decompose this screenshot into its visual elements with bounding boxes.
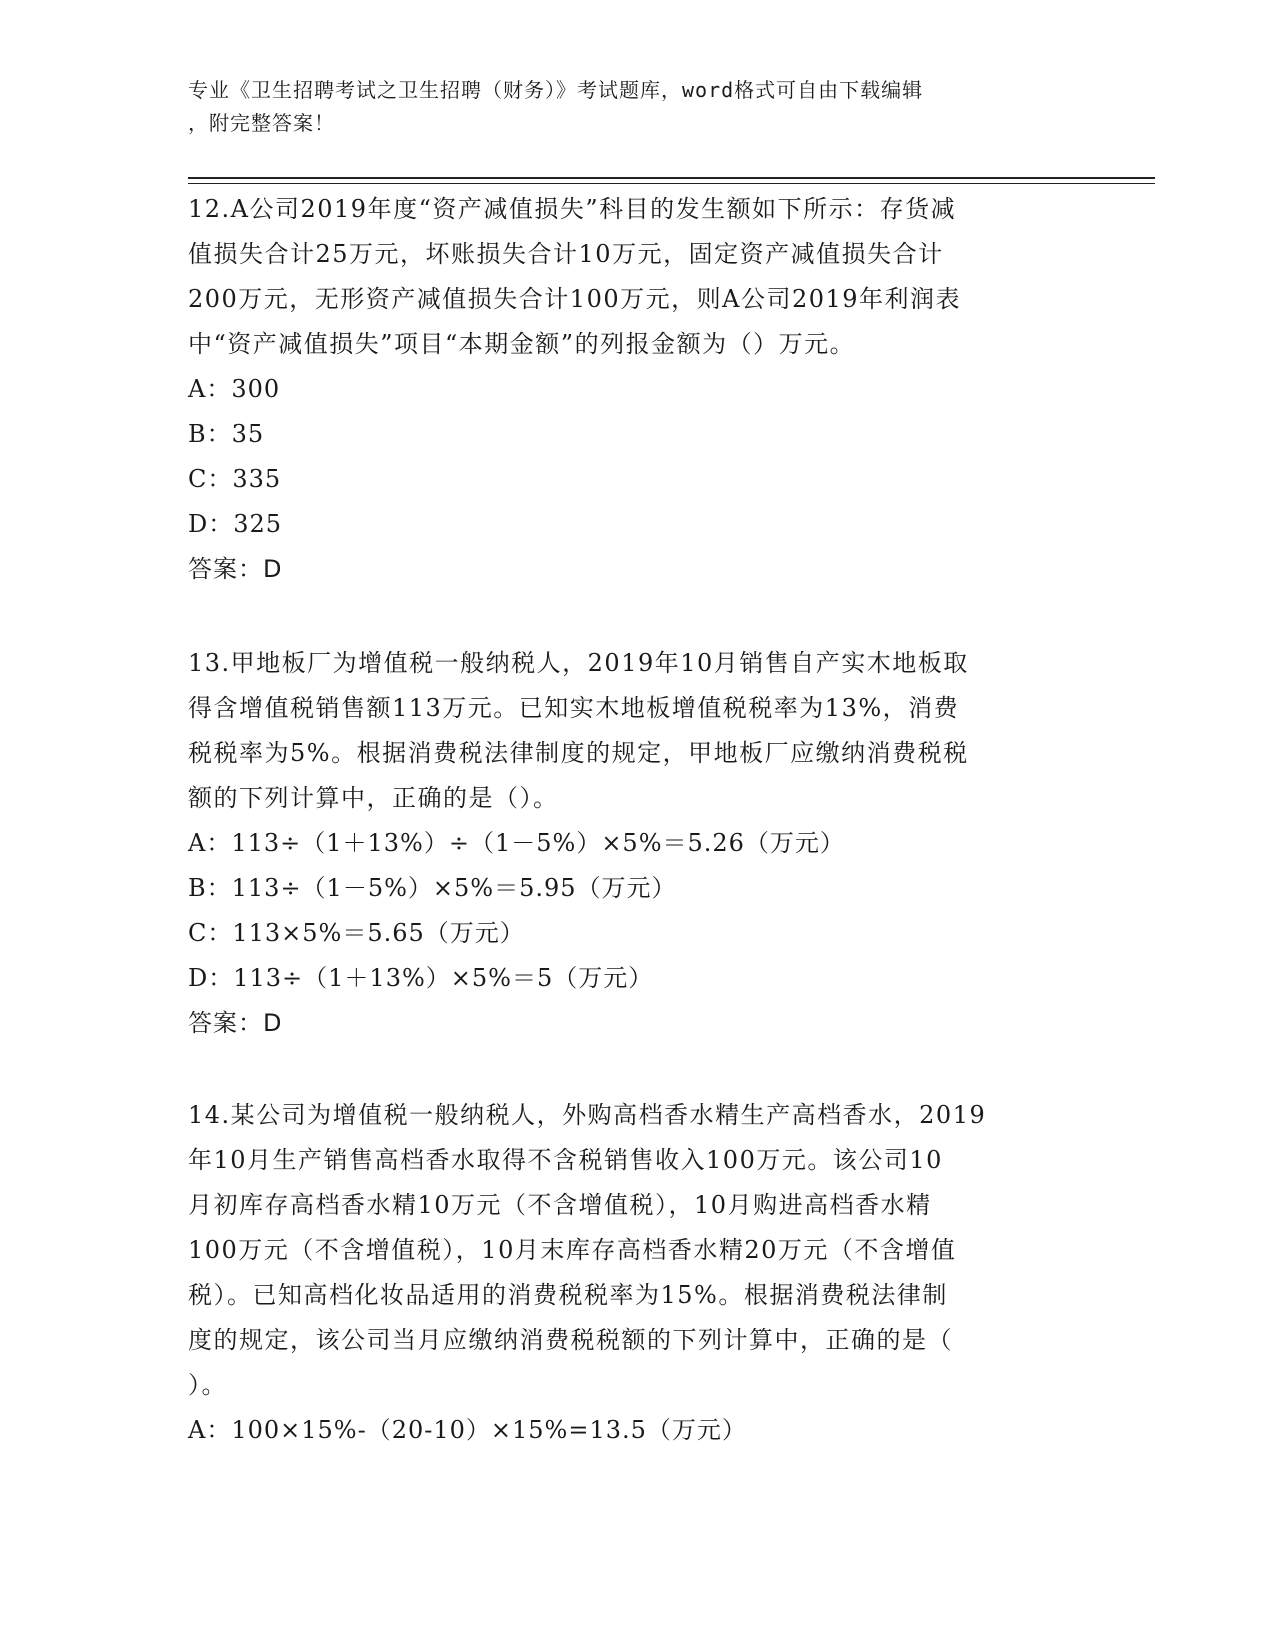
question-stem-line: 税税率为5%。根据消费税法律制度的规定，甲地板厂应缴纳消费税税 (188, 739, 969, 767)
option-b: B：35 (188, 420, 265, 448)
document-header (188, 74, 1088, 140)
option-a: A：113÷（1＋13%）÷（1－5%）×5%＝5.26（万元） (188, 829, 845, 857)
header-line-1: 专业《卫生招聘考试之卫生招聘（财务）》考试题库，word格式可自由下载编辑 (188, 78, 924, 102)
header-divider-thin (188, 183, 1155, 184)
option-d: D：325 (188, 510, 283, 538)
question-stem-line: 中“资产减值损失”项目“本期金额”的列报金额为（）万元。 (188, 330, 856, 358)
option-d: D：113÷（1＋13%）×5%＝5（万元） (188, 964, 654, 992)
question-stem-line: ）。 (188, 1371, 227, 1399)
question-stem-line: 100万元（不含增值税），10月末库存高档香水精20万元（不含增值 (188, 1236, 957, 1264)
option-a: A：100×15%-（20-10）×15%=13.5（万元） (188, 1416, 747, 1444)
question-stem-line: 值损失合计25万元，坏账损失合计10万元，固定资产减值损失合计 (188, 240, 944, 268)
question-13 (188, 641, 1088, 1046)
question-stem-line: 月初库存高档香水精10万元（不含增值税），10月购进高档香水精 (188, 1191, 932, 1219)
question-stem-line: 税）。已知高档化妆品适用的消费税税率为15%。根据消费税法律制 (188, 1281, 948, 1309)
header-line-2: ，附完整答案！ (188, 111, 335, 135)
question-stem-line: 度的规定，该公司当月应缴纳消费税税额的下列计算中，正确的是（ (188, 1326, 953, 1354)
question-stem-line: 年10月生产销售高档香水取得不含税销售收入100万元。该公司10 (188, 1146, 943, 1174)
question-stem-line: 14.某公司为增值税一般纳税人，外购高档香水精生产高档香水，2019 (188, 1101, 987, 1129)
answer: 答案：D (188, 555, 283, 583)
question-12 (188, 187, 1088, 592)
question-stem-line: 13.甲地板厂为增值税一般纳税人，2019年10月销售自产实木地板取 (188, 649, 969, 677)
option-c: C：335 (188, 465, 282, 493)
option-c: C：113×5%＝5.65（万元） (188, 919, 525, 947)
question-stem-line: 12.A公司2019年度“资产减值损失”科目的发生额如下所示：存货减 (188, 195, 957, 223)
header-divider-thick (188, 177, 1155, 179)
question-14 (188, 1093, 1088, 1453)
question-stem-line: 200万元，无形资产减值损失合计100万元，则A公司2019年利润表 (188, 285, 962, 313)
option-a: A：300 (188, 375, 281, 403)
option-b: B：113÷（1－5%）×5%＝5.95（万元） (188, 874, 677, 902)
question-stem-line: 额的下列计算中，正确的是（）。 (188, 784, 559, 812)
answer: 答案：D (188, 1009, 283, 1037)
question-stem-line: 得含增值税销售额113万元。已知实木地板增值税税率为13%，消费 (188, 694, 960, 722)
